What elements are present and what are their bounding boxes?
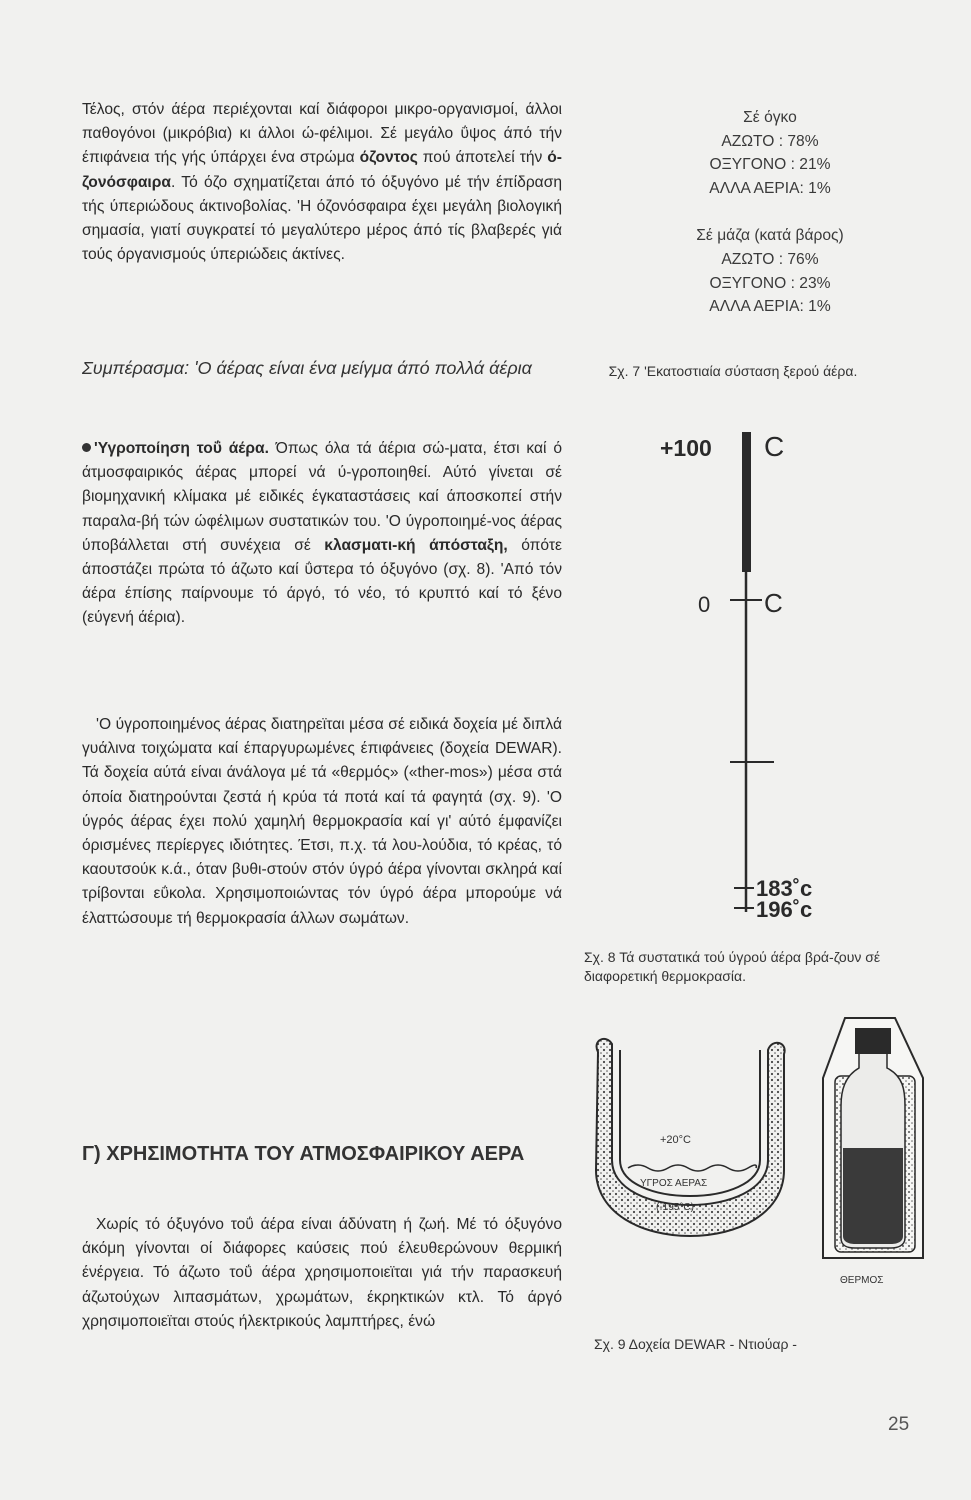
thermos-label: ΘΕΡΜΟΣ bbox=[840, 1275, 884, 1286]
label-liquid-temp: (-195°C) bbox=[656, 1202, 694, 1213]
label-plus-20: +20°C bbox=[660, 1134, 692, 1146]
intro-bold-ozonosphere: ό-ζονόσφαιρα bbox=[82, 149, 562, 191]
section-title: Γ) ΧΡΗΣΙΜΟΤΗΤΑ ΤΟΥ ΑΤΜΟΣΦΑΙΡΙΚΟΥ ΑΕΡΑ bbox=[82, 1143, 525, 1165]
intro-text-2: πού άποτελεί τήν bbox=[417, 149, 548, 167]
intro-paragraph bbox=[82, 98, 562, 267]
volume-nitrogen: ΑΖΩΤΟ : 78% bbox=[721, 132, 819, 150]
fig7-caption: Σχ. 7 'Εκατοστιαία σύσταση ξερού άέρα. bbox=[608, 363, 858, 379]
usage-text: Χωρίς τό όξυγόνο τοΰ άέρα είναι άδύνατη ή ζωή. Μέ τό όξυγόνο άκόμη γίνονται οί διάφορες καύσεις πού έλευθερώνουν θερμική ένέργεια. Τό άζωτο τοΰ άέρα χρησιμοποιεϊται γιά τήν παρασκευή άζωτούχων λιπασμάτων, χρωμάτων, έκρηκτικών κτλ. Τό άργό χρησιμοποιεϊται στούς ήλεκτρικούς λαμπτήρες, ένώ bbox=[82, 1216, 562, 1330]
fig9-caption: Σχ. 9 Δοχεία DEWAR - Ντιούαρ - bbox=[594, 1336, 797, 1352]
boiling-point-scale bbox=[650, 420, 890, 920]
page-number: 25 bbox=[888, 1414, 910, 1435]
thermos-stopper bbox=[855, 1028, 891, 1054]
dewar-u-vessel bbox=[590, 1030, 790, 1270]
mass-other: ΑΛΛΑ ΑΕΡΙΑ: 1% bbox=[709, 298, 831, 316]
label-o2-boiling: 196˚c bbox=[756, 897, 813, 920]
usage-paragraph bbox=[82, 1213, 562, 1334]
scale-top-segment bbox=[742, 432, 751, 572]
label-zero: 0 bbox=[698, 592, 711, 617]
u-inner-wall bbox=[620, 1050, 760, 1196]
volume-other: ΑΛΛΑ ΑΕΡΙΑ: 1% bbox=[709, 179, 831, 197]
liquefaction-text-2: όπότε άποστάζει πρώτα τό άζωτο καί ΰστερα τό όξυγόνο (σχ. 8). 'Από τόν άέρα έπίσης παίρνουμε τό άργό, τό νέο, τό κρυπτό καί τό ξένο (εύγενή άέρια). bbox=[82, 536, 562, 627]
intro-text-1: Τέλος, στόν άέρα περιέχονται καί διάφοροι μικρο-οργανισμοί, άλλοι παθογόνοι (μικρόβια) κι άλλοι ώ-φέλιμοι. Σέ μεγάλο ΰψος άπό τήν έπιφάνεια τής γής ύπάρχει ένα στρώμα bbox=[82, 101, 562, 167]
dewar-paragraph-text: 'Ο ύγροποιημένος άέρας διατηρεϊται μέσα σέ ειδικά δοχεία μέ διπλά γυάλινα τοιχώματα καί έπαργυρωμένες έπιφάνειες (δοχεία DEWAR). Τά δοχεία αύτά είναι άνάλογα μέ τά «θερμός» («ther-mos») μέσα στά όποία διατηρούνται ζεστά ή κρύα τά ποτά καί τά φαγητά (σχ. 9). 'Ο ύγρός άέρας έχει πολύ χαμηλή θερμοκρασία καί γι' αύτό έμφανίζει όρισμένες περίεργες ιδιότητες. Έτσι, π.χ. τά λου-λούδια, τό κρέας, τό καουτσούκ κ.ά., όταν βυθι-στούν στόν ύγρό άέρα γίνονται σκληρά καί τρίβονται εΰκολα. Χρησιμοποιώντας τόν ύγρό άέρα μπορούμε νά έλαττώσουμε τή θερμοκρασία άλλων σωμάτων. bbox=[82, 716, 562, 927]
label-plus-100: +100 bbox=[660, 435, 712, 461]
liquefaction-heading: 'Υγροποίηση τοΰ άέρα. bbox=[94, 440, 269, 457]
liquefaction-text-1: Όπως όλα τά άέρια σώ-ματα, έτσι καί ό άτμοσφαιρικός άέρας μπορεί νά ύ-γροποιηθεί. Αύτό γίνεται σέ βιομηχανική κλίμακα μέ ειδικές έγκαταστάσεις καί άποσκοπεί στήν παραλα-βή τών ώφέλιμων συστατικών του. 'Ο ύγροποιημέ-νος άέρας ύποβάλλεται στή συνέχεια σέ bbox=[82, 440, 562, 554]
mass-title: Σέ μάζα (κατά βάρος) bbox=[696, 227, 844, 245]
liquid-surface bbox=[628, 1165, 756, 1171]
thermos-liquid bbox=[843, 1148, 903, 1244]
conclusion: Συμπέρασμα: 'Ο άέρας είναι ένα μείγμα άπό πολλά άέρια bbox=[82, 358, 532, 378]
liquefaction-bold: κλασματι-κή άπόσταξη, bbox=[324, 536, 508, 554]
label-top-c: C bbox=[764, 431, 785, 462]
intro-text-3: . Τό όζο σχηματίζεται άπό τό όξυγόνο μέ τήν έπίδραση τής ύπεριώδους άκτινοβολίας. 'Η όζονόσφαιρα έχει μεγάλη βιολογική σημασία, γιατί συγκρατεί τό μεγαλύτερο μέρος άπό τίς βλαβερές γιά τούς όργανισμούς ύπεριώδεις άκτίνες. bbox=[82, 173, 562, 264]
bullet-icon bbox=[82, 443, 91, 452]
liquefaction-paragraph bbox=[82, 437, 562, 631]
air-composition-table bbox=[600, 106, 940, 319]
label-n2-boiling: 183˚c bbox=[756, 876, 813, 901]
dewar-paragraph bbox=[82, 713, 562, 931]
label-liquid-air: ΥΓΡΟΣ ΑΕΡΑΣ bbox=[640, 1178, 708, 1189]
volume-title: Σέ όγκο bbox=[743, 109, 797, 126]
thermos-bottle bbox=[805, 1010, 945, 1280]
label-zero-c: C bbox=[764, 588, 783, 618]
volume-oxygen: ΟΞΥΓΟΝΟ : 21% bbox=[709, 156, 831, 174]
mass-oxygen: ΟΞΥΓΟΝΟ : 23% bbox=[709, 274, 831, 292]
fig8-caption: Σχ. 8 Τά συστατικά τού ύγρού άέρα βρά-ζουν σέ διαφορετική θερμοκρασία. bbox=[584, 949, 881, 984]
intro-bold-ozone: όζοντος bbox=[359, 149, 418, 167]
mass-nitrogen: ΑΖΩΤΟ : 76% bbox=[721, 250, 819, 268]
